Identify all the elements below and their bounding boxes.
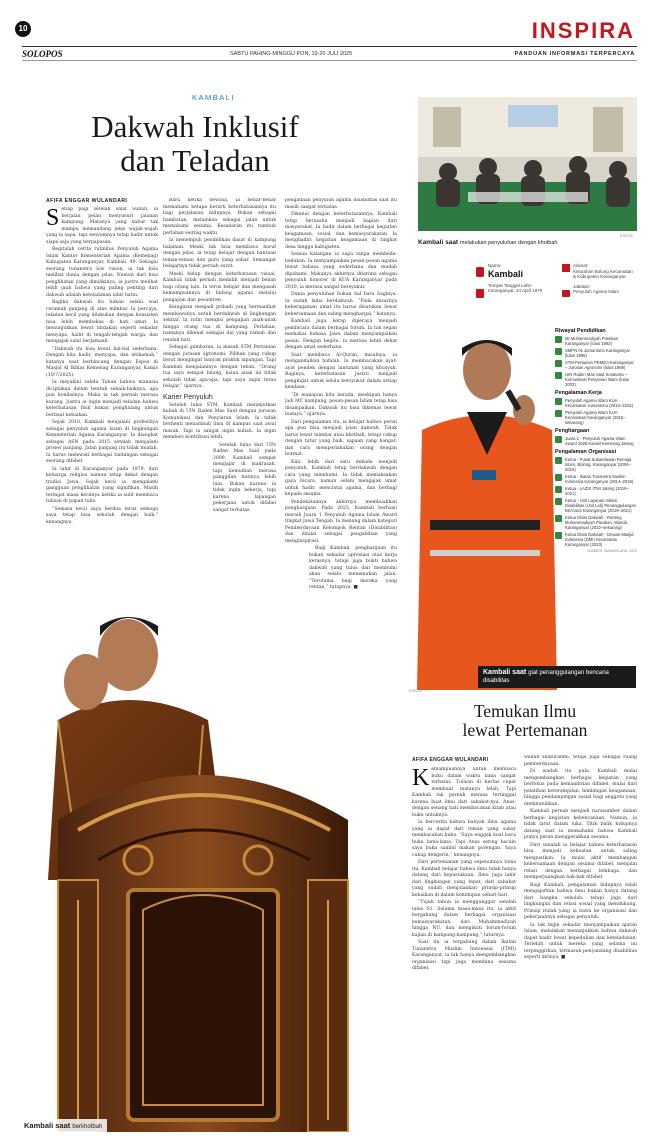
photo-illustration [418,97,637,231]
tagline: PANDUAN INFORMASI TERPERCAYA [514,51,635,57]
paragraph: Ia tak ingin sekadar menyampaikan ajaran Islam, melainkan menunjukkan bahwa dakwah dapat hadir lewat kepedulian dan keteladanan. Terlebih untuk mereka yang selama ini terpinggirkan, termasuk penyandang disabilitas seperti dirinya. ■ [524,922,637,960]
paragraph: “Tujuh tahun ia menggunggur setelah lulus S1. Selama masa-masa itu, ia aktif bergabung dalam berbagai organisasi kemasyarakatan, dari Muhammadiyah hingga NU, dan mengikuti forum-forum kajian di kampung-kampung,” tuturnya. [412,900,516,938]
section-title-kerja: Pengalaman Kerja [555,390,602,396]
photo-caption-top [418,239,557,246]
photo-illustration [412,320,557,690]
paragraph: Dari pengalaman itu, ia belajar bahwa peran apa pun bisa menjadi jalan dakwah. Tidak harus lewat mimbar atau khotbah, tetapi cukup dengan tutur yang baik, sapaan yang hangat, dan cara memperlakukan orang dengan hormat. [285,419,397,457]
paragraph: Kambali juga kerap diperaya menjadi pembicara dalam berbagai forum. Ia tak segan memakai bahasa Jawa dalam menyampaikan pesan. Dengan begitu, ia merasa lebih dekat dengan umat sederhana. [285,319,397,350]
photo-illustration [18,560,374,1132]
paragraph: Ia menempuh pendidikan dasar di kampung halaman. Meski tak bisa membaca huruf dengan jelas, ia tetap belajar dengan bantuan teman-teman dan guru yang sabar. Semangat belajarnya tidak pernah surut. [163,238,276,269]
headline [60,110,330,178]
byline: AFIFA ENGGAR WULANDARI [46,198,128,204]
second-column-1 [412,767,516,1130]
list-item: Penyuluh Agama Islam KUA Kecamatan Jumantono (2010–2015) [555,398,637,408]
paragraph: Saat membaca Al-Quran, misalnya, ia mengandalkan hafalan. Ia membacakan ayat-ayat pendek dengan lantunan yang khusyuk. Baginya, keterbatasan justru menjadi pengingat untuk selalu bersyukur dalam setiap keadaan. [285,352,397,390]
paragraph: Baru ketika dewasa, ia benar-benar memahami betapa berarti keterbatasannya itu bagi perjalanan hidupnya. Bukan sebagai hambatan, melainkan sebagai jalan untuk memahami sesama. Kesadaran itu tumbuh perlahan seiring waktu. [163,198,276,236]
photo-penyuluhan [418,97,637,231]
paragraph: “Semasa kecil saya berdoa terus semoga saya tetap bisa sekolah dengan baik,” kenangnya. [46,506,158,525]
headline-line-2: dan Teladan [120,143,270,178]
paragraph: Ia meyakini sabda Tuhan bahwa manusia diciptakan dalam bentuk sebaik-baiknya, apa pun kondisinya. Maka ia tak pernah merasa kurang. Justru ia ingin menjadi teladan bahwa keterbatasan fisik bukan penghalang untuk berbuat kebaikan. [46,380,158,418]
issue-date: SABTU PAHING-MINGGU PON, 19-20 JULI 2025 [230,51,353,57]
paragraph: Setelah lulus dari UIN Raden Mas Said pada 2009, Kambali sempat mengajar di madrasah, tapi kemudian merasa panggilan hatinya lebih luas. Bukan karena ia tidak ingin bekerja, tapi karena lapangan pekerjaan untuk difabel sangat terbatas. [213,442,276,513]
caption-bold: Kambali saat [418,239,459,246]
paragraph: Ia bercerita bahwa banyak ilmu agama yang ia dapat dari teman yang sabar membacakan buku. “Saya enggak kuat baca buku lama-lama. Tapi Anas sering bacain saya buku sambil makan gorengan. Saya cukup dengerin,” kenangnya. [412,820,516,858]
list-item: Ketua - Ikatan Tunanetra Muslim Indonesia Karanganyar (2014–2019) [555,474,637,484]
caption-text: melakukan penyuluhan dengan khotbah [459,240,558,246]
second-column-2 [524,755,637,1133]
photo-caption-mid [478,666,636,688]
paragraph: Dunia penyuluhan bukan hal baru baginya. Ia sudah lama berdakwah. “Pada dasarnya keberagaman umat itu harus disatukan lewat kebersamaan dan saling menghargai,” katanya. [285,292,397,317]
paragraph: Dari sanalah ia belajar bahwa keterbatasan bisa menjadi kekuatan untuk saling menguatkan. Ia mulai aktif membangun kebersamaan dengan sesama difabel, menjalin relasi dengan berbagai lembaga, dan memperjuangkan hak-hak difabel. [524,842,637,880]
section-title-organisasi: Pengalaman Organisasi [555,449,617,455]
caption-text: berkhotbah [72,1124,103,1130]
list-item: Juara 1 - Penyuluh Agama Islam Award 2025 Kanwil Kemenag Jateng [555,436,637,446]
profile-name: Kambali [488,268,524,279]
birth-value: Karanganyar, 24 April 1979 [488,288,543,293]
drop-cap: K [412,767,430,791]
list-item: Ketua Divisi Dakwah - Ranting Muhammadiyah Paraban, Mancik, Karanganyar (2022–sekarang) [555,515,637,530]
paragraph: Dikenal dengan keterbatasannya, Kambali tetap berusaha menjadi bagian dari masyarakat. Ia hadir dalam berbagai kegiatan keagamaan, sosial, dan kemasyarakatan. Ia menghadiri kegiatan keagamaan di tingkat desa hingga kabupaten. [285,212,397,250]
list-item: Ketua - Pusat Sukarelawan Remaja Islam, Bolong, Karanganyar (2006–2016) [555,457,637,472]
birth-label: Tempat Tanggal Lahir: [488,282,533,288]
position-value: Penyuluh Agama Islam [573,289,620,294]
address-label: Alamat: [573,263,589,268]
home-icon [562,264,570,272]
caption-text: giat penanggulangan bencana disabilitas [483,670,609,684]
list-item: Ketua - LAZIS ITMI Jateng (2019–2021) [555,486,637,496]
caption-bold: Kambali saat [483,669,527,676]
article-column-2 [163,198,276,608]
paragraph: Kemampuannya untuk membaca buku dalam waktu lama sangat terbatas. Tulisan di kertas cepat membuat matanya lelah. Tapi Kambali tak pernah merasa tertinggal karena buat ilmu dari sahabat-nya. Anas, dengan senang hati membacakan kitab atau buku untuknya. [412,767,516,818]
second-headline-line-1: Temukan Ilmu [473,701,577,721]
paragraph: “Di manapun kita berada, meskipun hanya jadi MC kampung, pesan-pesan Islam tetap bisa disampaikan. Dakwah itu bisa dikemas lewat budaya,” ujarnya. [285,392,397,417]
photo-kambali-khotbah [18,560,374,1132]
paragraph: pengadaan penyuluh agama disabilitas saat itu masih sangat terbatas. [285,198,397,210]
source-note: SUMBER: WAWANCARA, 2025 [587,549,637,553]
photo-credit: ESPOS/ [409,689,423,693]
profile-name-block [488,263,558,294]
kicker: KAMBALI [192,93,236,102]
paragraph: Bagi Kambali, penghargaan itu bukan sekadar apresiasi atas kerja kerasnya, tetapi juga bukti bahwa dakwah yang tulus dan membumi akan selalu menemukan jalan. “Terutama bagi mereka yang rentan,” tutupnya. ■ [309,546,397,590]
position-label: Jabatan: [573,283,591,289]
paragraph: wadah silaturahmi, tetapi juga sebagai ruang pemberdayaan. [524,755,637,767]
paragraph: Setiap pagi setelah salat Subuh, ia berjalan pelan menyusuri jalanan kampung. Matanya yang kabur tak mampu memandang jelas wajah-wajah yang ia sapa, tapi senyumnya tetap hadir untuk siapa saja yang berpapasan. [46,207,158,245]
paragraph: Meski hidup dengan keterbatasan visual, Kambali tidak pernah memilih menjadi beban bagi orang lain. Ia terus belajar dan mengasah kemampuannya di bidang agama melalui pengajian dan pesantren. [163,271,276,303]
second-byline: AFIFA ENGGAR WULANDARI [412,757,489,763]
photo-caption-bottom [19,1119,107,1132]
paragraph: Saat itu ia tergabung dalam Ikatan Tunanetra Muslim Indonesia (ITMI) Karanganyar, ia tak hanya mengembangkan organisasi tapi juga membina sesama difabel. [412,940,516,971]
list-item: UIN Raden Mas Said Surakarta – Komunikasi Penyiaran Islam (lulus 2003) [555,372,637,387]
list-item: Ketua Divisi Dakwah - Dewan Masjid Indonesia (DMI) Kecamatan Karanganyar (2023) [555,532,637,547]
section-title-penghargaan: Penghargaan [555,428,590,434]
page-number-badge: 10 [15,21,31,37]
briefcase-icon [562,290,570,297]
paragraph: Keinginan menjadi pribadi yang bermanfaat membawanya untuk berdakwah di lingkungan sekitar. Ia rutin mengisi pengajian anak-anak hingga orang tua di kampung. Perlahan, namanya dikenal sebagai dai yang ramah dan rendah hati. [163,305,276,343]
paragraph: Semua kalangan ia sapa tanpa membeda-bedakan. Ia menyampaikan pesan-pesan agama lewat bahasa yang sederhana dan mudah dipahami. Makanya akhirnya diterima sebagai penyuluh honorer di KUA Karanganyar pada 2010, ia merasa sangat bersyukur. [285,252,397,290]
list-item: Ketua - Unit Layanan Inklusi Disabilitas (Unit Lidi) Penanggulangan Bencana Karanganyar (2019–2021) [555,498,637,513]
paragraph: Bagiku dakwah itu bukan selalu soal ceramah panjang di atas mimbar. Ia percaya, teladan kecil yang dilakukan dengan konsisten bisa lebih membekas di hati umat. Ia menunjukkan lewat tindakan seperti sekadar menyapa, hadir di tengah-tengah warga, dan mengajak salat berjamaah. [46,300,158,344]
second-headline-line-2: lewat Pertemanan [462,720,588,740]
logo: SOLOPOS [22,49,63,59]
section-title: INSPIRA [531,18,635,43]
subheading: Karier Penyuluh [163,393,213,401]
paragraph: Bagi Kambali, pengalaman hidupnya telah mengajarkan bahwa ilmu bukan hanya datang dari bangku sekolah, tetapi juga dari lingkungan dan relasi sosial yang mendukung. Prinsip itulah yang ia bawa ke organisasi dan pekerjaannya sebagai penyuluh. [524,882,637,920]
headline-line-1: Dakwah Inklusif [91,109,299,144]
paragraph: Ia lahir di Karanganyar pada 1979, dari keluarga religius namun tetap dekat dengan tradisi Jawa. Sejak kecil ia mengalami gangguan penglihatan yang signifikan. Masih teringat masa kecilnya ketika ia sulit membaca tulisan di papan tulis. [46,466,158,504]
address-value: Kelurahan Bolong Kecamatan & Kabupaten Karanganyar [573,268,633,279]
photo-credit: ESPOS/ [620,234,634,238]
list-item: STM Pertanian PEMDA Karanganyar – Jurusan Agronomi (lulus 1998) [555,360,637,370]
paragraph: Setelah lulus STM, Kambali melanjutkan kuliah di UIN Raden Mas Said dengan jurusan Komunikasi dan Penyiaran Islam. Ia tidak berhenti menambah ilmu di kampus saat awal masuk. Tapi ia sangat ingin kuliah. Ia ingin memberi kontribusi lebih. [163,402,276,440]
list-item: SMPN 01 Jumantono Karanganyar (lulus 1995) [555,348,637,358]
profile-address-block [573,263,637,295]
photo-kambali-orange [412,320,557,690]
paragraph: Kambali pernah menjadi narasumber dalam berbagai kegiatan kebencanaan. Namun, ia tidak larut dalam luka. Titik balik hidupnya datang saat ia memahami bahwa Kambali punya peran menggerakkan sesama. [524,809,637,840]
section-title-pendidikan: Riwayat Pendidikan [555,328,606,334]
drop-cap: S [46,207,60,231]
paragraph: Dari pertemanan yang sepenuhnya tulus itu, Kambali belajar bahwa ilmu tidak hanya datang dari kepustakaan. Ilmu juga lahir dari lingkungan yang tepat, dari sahabat yang sudah menjalankan prinsip-prinsip kebaikan di dalam kehidupan sehari-hari. [412,860,516,898]
list-item: MI Muhammadiyah Pasekan Karanganyar (lulus 1992) [555,336,637,346]
paragraph: Sebagai gambaran, ia masuk STM Pertanian dengan jurusan agronomi. Pilihan yang cukup berat mengingat banyak praktik lapangan. Tapi Kambali menjalaninya dengan tekun. “Orang tua saya sempat bilang, kalau anak ini tidak sekolah tidak apa-apa, tapi saya ingin terus belajar,” ujarnya. [163,345,276,389]
profile-lists [555,325,637,553]
user-icon [476,267,484,277]
header-rule [22,46,637,47]
paragraph: “Dakwah itu bisa lewat hal-hal sederhana. Dengan kita hadir, menyapa, dan istikamah,” katanya saat berbincang dengan Espos di Masjid Al Ikhlas Kemenag Karanganyar, Kamis (10/7/2025). [46,346,158,378]
caption-bold: Kambali saat [24,1121,71,1130]
header [0,0,655,62]
list-item: Penyuluh Agama Islam KUA Kecamatan Karanganyar (2015–sekarang) [555,410,637,425]
second-headline [415,702,635,740]
paragraph: Sejak 2010, Kambali menjalani profesinya sebagai penyuluh agama Islam di lingkungan Kementerian Agama Karanganyar. Ia diangkat sebagai ASN pada 2015 setelah menjalani proses panjang. Jalan panjang itu tidak mudah. Ia harus melewati berbagai tantangan sebagai seorang difabel. [46,420,158,464]
paragraph: Pendekatannya akhirnya membuahkan penghargaan. Pada 2025, Kambali berhasil meraih Juara 1 Penyuluh Agama Islam Award tingkat Jawa Tengah. Ia menang dalam kategori Pemberdayaan Kelompok Rentan (Disabilitas) dan dinilai sebagai pengabdian yang menginspirasi. [285,499,397,544]
paragraph: Kini, lebih dari satu dekade menjadi penyuluh, Kambali tetap berdakwah dengan cara yang membumi. Ia tidak memaksakan gaya bicara, namun selalu mengajak umat untuk hadir, mencintai agama, dan berbagi kepada sesama. [285,459,397,497]
header-rule-bottom [22,60,637,61]
paragraph: Begitulah cerita rutinitas Penyuluh Agama Islam Kantor Kementerian Agama (Kemenag) Kabupaten Karanganyar, Kambali, 49. Sebagai seorang tunanetra low vision, ia tak bisa melihat dunia dengan jelas. Namun dari bisa penglihatan yang dimilikinya, ia justru melihat lebih jauh bahwa yang paling penting dari dakwah adalah keteladanan lahir batin. [46,247,158,298]
calendar-icon [476,289,484,298]
name-label: Nama: [488,263,502,268]
paragraph: Di wadah itu pula, Kambali mulai mengembangkan berbagai kegiatan yang berfokus pada kemandirian difabel, mulai dari pelatihan keterampilan, bimbingan keagamaan, hingga pendampingan sosial bagi anggota yang membutuhkan. [524,769,637,807]
